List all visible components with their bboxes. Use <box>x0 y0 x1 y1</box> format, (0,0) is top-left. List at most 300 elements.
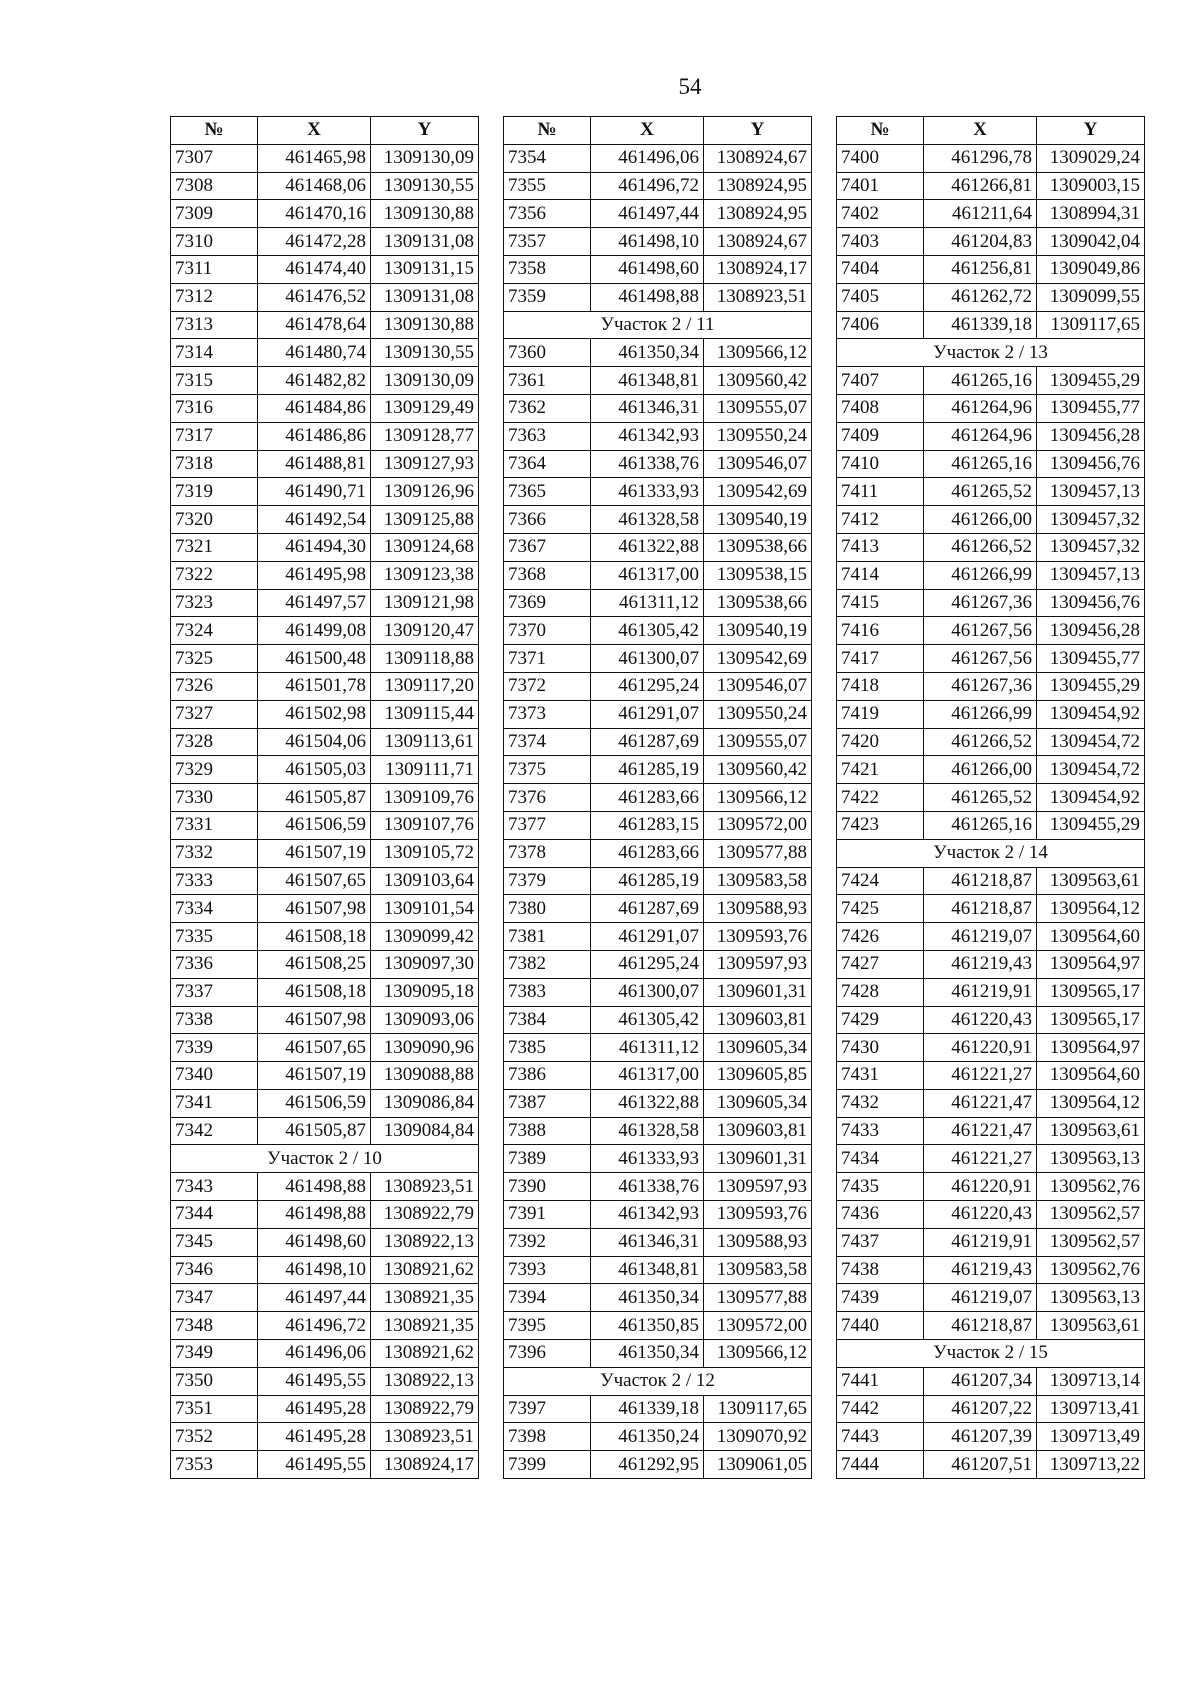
point-number: 7430 <box>837 1034 924 1062</box>
table-row <box>837 1034 1145 1062</box>
table-row <box>171 589 479 617</box>
table-row <box>504 950 812 978</box>
y-coordinate: 1309564,97 <box>1037 1034 1145 1062</box>
section-row <box>504 1367 812 1395</box>
x-coordinate: 461207,51 <box>924 1451 1037 1479</box>
table-row <box>171 1173 479 1201</box>
point-number: 7444 <box>837 1451 924 1479</box>
y-coordinate: 1309713,41 <box>1037 1395 1145 1423</box>
x-coordinate: 461494,30 <box>258 533 371 561</box>
x-coordinate: 461480,74 <box>258 339 371 367</box>
y-coordinate: 1309538,15 <box>704 561 812 589</box>
point-number: 7380 <box>504 895 591 923</box>
x-coordinate: 461495,28 <box>258 1395 371 1423</box>
point-number: 7358 <box>504 255 591 283</box>
table-row <box>837 1173 1145 1201</box>
table-row <box>171 1340 479 1368</box>
table-row <box>171 1034 479 1062</box>
y-coordinate: 1309454,72 <box>1037 756 1145 784</box>
y-coordinate: 1309120,47 <box>371 617 479 645</box>
point-number: 7367 <box>504 533 591 561</box>
table-row <box>504 784 812 812</box>
y-coordinate: 1309101,54 <box>371 895 479 923</box>
point-number: 7337 <box>171 978 258 1006</box>
x-coordinate: 461287,69 <box>591 728 704 756</box>
y-coordinate: 1309084,84 <box>371 1117 479 1145</box>
y-coordinate: 1308924,67 <box>704 144 812 172</box>
coordinates-table-1 <box>170 116 479 1479</box>
section-title: Участок 2 / 12 <box>504 1367 812 1395</box>
x-coordinate: 461507,19 <box>258 1062 371 1090</box>
y-coordinate: 1309455,77 <box>1037 394 1145 422</box>
table-row <box>837 533 1145 561</box>
x-coordinate: 461265,16 <box>924 450 1037 478</box>
x-coordinate: 461219,91 <box>924 978 1037 1006</box>
table-row <box>171 255 479 283</box>
y-coordinate: 1309457,13 <box>1037 478 1145 506</box>
table-row <box>837 728 1145 756</box>
point-number: 7339 <box>171 1034 258 1062</box>
x-coordinate: 461295,24 <box>591 672 704 700</box>
x-coordinate: 461266,00 <box>924 506 1037 534</box>
table-row <box>504 1117 812 1145</box>
point-number: 7354 <box>504 144 591 172</box>
point-number: 7434 <box>837 1145 924 1173</box>
y-coordinate: 1309546,07 <box>704 450 812 478</box>
y-coordinate: 1309562,57 <box>1037 1201 1145 1229</box>
point-number: 7437 <box>837 1228 924 1256</box>
table-row <box>837 1367 1145 1395</box>
table-row <box>837 1145 1145 1173</box>
point-number: 7442 <box>837 1395 924 1423</box>
x-coordinate: 461505,87 <box>258 1117 371 1145</box>
table-row <box>837 1423 1145 1451</box>
y-coordinate: 1308922,13 <box>371 1367 479 1395</box>
y-coordinate: 1309563,13 <box>1037 1284 1145 1312</box>
point-number: 7396 <box>504 1340 591 1368</box>
y-coordinate: 1309456,76 <box>1037 589 1145 617</box>
table-row <box>837 450 1145 478</box>
y-coordinate: 1309562,57 <box>1037 1228 1145 1256</box>
header-x: X <box>258 117 371 145</box>
x-coordinate: 461338,76 <box>591 1173 704 1201</box>
table-row <box>837 1284 1145 1312</box>
header-x: X <box>591 117 704 145</box>
x-coordinate: 461219,91 <box>924 1228 1037 1256</box>
y-coordinate: 1308922,13 <box>371 1228 479 1256</box>
x-coordinate: 461472,28 <box>258 228 371 256</box>
point-number: 7346 <box>171 1256 258 1284</box>
x-coordinate: 461220,91 <box>924 1173 1037 1201</box>
point-number: 7383 <box>504 978 591 1006</box>
table-row <box>171 617 479 645</box>
point-number: 7344 <box>171 1201 258 1229</box>
y-coordinate: 1309130,88 <box>371 311 479 339</box>
x-coordinate: 461265,52 <box>924 784 1037 812</box>
table-row <box>504 1062 812 1090</box>
point-number: 7328 <box>171 728 258 756</box>
point-number: 7312 <box>171 283 258 311</box>
x-coordinate: 461505,87 <box>258 784 371 812</box>
x-coordinate: 461346,31 <box>591 394 704 422</box>
point-number: 7372 <box>504 672 591 700</box>
point-number: 7314 <box>171 339 258 367</box>
table-row <box>504 756 812 784</box>
point-number: 7321 <box>171 533 258 561</box>
point-number: 7423 <box>837 811 924 839</box>
table-row <box>171 367 479 395</box>
coordinates-table-2 <box>503 116 812 1479</box>
y-coordinate: 1309117,20 <box>371 672 479 700</box>
table-row <box>837 672 1145 700</box>
x-coordinate: 461264,96 <box>924 394 1037 422</box>
x-coordinate: 461468,06 <box>258 172 371 200</box>
y-coordinate: 1309565,17 <box>1037 978 1145 1006</box>
section-title: Участок 2 / 14 <box>837 839 1145 867</box>
x-coordinate: 461220,43 <box>924 1006 1037 1034</box>
y-coordinate: 1308924,67 <box>704 228 812 256</box>
y-coordinate: 1309129,49 <box>371 394 479 422</box>
table-row <box>504 867 812 895</box>
table-row <box>504 589 812 617</box>
y-coordinate: 1309029,24 <box>1037 144 1145 172</box>
point-number: 7365 <box>504 478 591 506</box>
x-coordinate: 461505,03 <box>258 756 371 784</box>
x-coordinate: 461490,71 <box>258 478 371 506</box>
x-coordinate: 461295,24 <box>591 950 704 978</box>
table-row <box>504 228 812 256</box>
point-number: 7366 <box>504 506 591 534</box>
y-coordinate: 1309563,61 <box>1037 867 1145 895</box>
x-coordinate: 461220,91 <box>924 1034 1037 1062</box>
point-number: 7438 <box>837 1256 924 1284</box>
x-coordinate: 461283,66 <box>591 784 704 812</box>
y-coordinate: 1309131,08 <box>371 228 479 256</box>
point-number: 7415 <box>837 589 924 617</box>
table-row <box>171 1395 479 1423</box>
y-coordinate: 1309538,66 <box>704 533 812 561</box>
x-coordinate: 461350,85 <box>591 1312 704 1340</box>
point-number: 7377 <box>504 811 591 839</box>
table-row <box>171 172 479 200</box>
y-coordinate: 1309042,04 <box>1037 228 1145 256</box>
y-coordinate: 1309107,76 <box>371 811 479 839</box>
table-row <box>837 867 1145 895</box>
point-number: 7376 <box>504 784 591 812</box>
point-number: 7410 <box>837 450 924 478</box>
x-coordinate: 461300,07 <box>591 645 704 673</box>
table-row <box>504 978 812 1006</box>
y-coordinate: 1309563,13 <box>1037 1145 1145 1173</box>
point-number: 7330 <box>171 784 258 812</box>
x-coordinate: 461219,43 <box>924 950 1037 978</box>
x-coordinate: 461211,64 <box>924 200 1037 228</box>
y-coordinate: 1309564,60 <box>1037 923 1145 951</box>
point-number: 7324 <box>171 617 258 645</box>
point-number: 7343 <box>171 1173 258 1201</box>
point-number: 7325 <box>171 645 258 673</box>
y-coordinate: 1309562,76 <box>1037 1256 1145 1284</box>
point-number: 7439 <box>837 1284 924 1312</box>
point-number: 7412 <box>837 506 924 534</box>
point-number: 7362 <box>504 394 591 422</box>
y-coordinate: 1309555,07 <box>704 394 812 422</box>
point-number: 7322 <box>171 561 258 589</box>
table-row <box>837 1006 1145 1034</box>
point-number: 7422 <box>837 784 924 812</box>
header-x: X <box>924 117 1037 145</box>
x-coordinate: 461291,07 <box>591 923 704 951</box>
header-number: № <box>837 117 924 145</box>
table-row <box>837 784 1145 812</box>
y-coordinate: 1309603,81 <box>704 1117 812 1145</box>
y-coordinate: 1309566,12 <box>704 1340 812 1368</box>
x-coordinate: 461283,66 <box>591 839 704 867</box>
y-coordinate: 1309130,88 <box>371 200 479 228</box>
x-coordinate: 461322,88 <box>591 1089 704 1117</box>
point-number: 7318 <box>171 450 258 478</box>
x-coordinate: 461338,76 <box>591 450 704 478</box>
y-coordinate: 1309070,92 <box>704 1423 812 1451</box>
header-y: Y <box>704 117 812 145</box>
table-row <box>171 895 479 923</box>
y-coordinate: 1309454,72 <box>1037 728 1145 756</box>
point-number: 7381 <box>504 923 591 951</box>
x-coordinate: 461264,96 <box>924 422 1037 450</box>
section-title: Участок 2 / 15 <box>837 1340 1145 1368</box>
point-number: 7432 <box>837 1089 924 1117</box>
table-row <box>171 1228 479 1256</box>
x-coordinate: 461219,07 <box>924 1284 1037 1312</box>
x-coordinate: 461476,52 <box>258 283 371 311</box>
header-number: № <box>504 117 591 145</box>
point-number: 7348 <box>171 1312 258 1340</box>
x-coordinate: 461339,18 <box>591 1395 704 1423</box>
point-number: 7397 <box>504 1395 591 1423</box>
y-coordinate: 1309130,55 <box>371 339 479 367</box>
point-number: 7400 <box>837 144 924 172</box>
point-number: 7428 <box>837 978 924 1006</box>
table-row <box>171 1256 479 1284</box>
table-row <box>504 339 812 367</box>
x-coordinate: 461267,36 <box>924 589 1037 617</box>
y-coordinate: 1309457,32 <box>1037 533 1145 561</box>
table-row <box>171 728 479 756</box>
y-coordinate: 1309003,15 <box>1037 172 1145 200</box>
x-coordinate: 461350,34 <box>591 339 704 367</box>
table-row <box>504 144 812 172</box>
point-number: 7398 <box>504 1423 591 1451</box>
y-coordinate: 1308921,35 <box>371 1312 479 1340</box>
table-row <box>504 672 812 700</box>
y-coordinate: 1308921,35 <box>371 1284 479 1312</box>
x-coordinate: 461207,22 <box>924 1395 1037 1423</box>
point-number: 7378 <box>504 839 591 867</box>
section-row <box>171 1145 479 1173</box>
point-number: 7443 <box>837 1423 924 1451</box>
point-number: 7382 <box>504 950 591 978</box>
x-coordinate: 461507,98 <box>258 1006 371 1034</box>
y-coordinate: 1309128,77 <box>371 422 479 450</box>
x-coordinate: 461266,99 <box>924 561 1037 589</box>
x-coordinate: 461296,78 <box>924 144 1037 172</box>
y-coordinate: 1309121,98 <box>371 589 479 617</box>
y-coordinate: 1309105,72 <box>371 839 479 867</box>
table-row <box>837 478 1145 506</box>
point-number: 7320 <box>171 506 258 534</box>
x-coordinate: 461221,27 <box>924 1062 1037 1090</box>
point-number: 7395 <box>504 1312 591 1340</box>
point-number: 7414 <box>837 561 924 589</box>
point-number: 7406 <box>837 311 924 339</box>
y-coordinate: 1309457,13 <box>1037 561 1145 589</box>
table-row <box>504 700 812 728</box>
y-coordinate: 1309565,17 <box>1037 1006 1145 1034</box>
table-row <box>171 645 479 673</box>
y-coordinate: 1309564,12 <box>1037 895 1145 923</box>
point-number: 7426 <box>837 923 924 951</box>
x-coordinate: 461497,44 <box>258 1284 371 1312</box>
x-coordinate: 461218,87 <box>924 895 1037 923</box>
point-number: 7353 <box>171 1451 258 1479</box>
y-coordinate: 1309593,76 <box>704 1201 812 1229</box>
point-number: 7418 <box>837 672 924 700</box>
table-row <box>171 228 479 256</box>
y-coordinate: 1308924,17 <box>704 255 812 283</box>
table-row <box>504 1089 812 1117</box>
y-coordinate: 1309566,12 <box>704 784 812 812</box>
x-coordinate: 461285,19 <box>591 867 704 895</box>
x-coordinate: 461506,59 <box>258 811 371 839</box>
x-coordinate: 461328,58 <box>591 1117 704 1145</box>
table-row <box>171 533 479 561</box>
x-coordinate: 461287,69 <box>591 895 704 923</box>
table-row <box>837 255 1145 283</box>
table-row <box>837 756 1145 784</box>
y-coordinate: 1309601,31 <box>704 1145 812 1173</box>
point-number: 7392 <box>504 1228 591 1256</box>
table-row <box>837 394 1145 422</box>
table-row <box>171 1062 479 1090</box>
y-coordinate: 1309572,00 <box>704 811 812 839</box>
x-coordinate: 461311,12 <box>591 1034 704 1062</box>
x-coordinate: 461292,95 <box>591 1451 704 1479</box>
y-coordinate: 1309542,69 <box>704 478 812 506</box>
point-number: 7364 <box>504 450 591 478</box>
y-coordinate: 1309455,77 <box>1037 645 1145 673</box>
point-number: 7402 <box>837 200 924 228</box>
y-coordinate: 1309061,05 <box>704 1451 812 1479</box>
section-row <box>837 1340 1145 1368</box>
table-row <box>504 283 812 311</box>
x-coordinate: 461348,81 <box>591 367 704 395</box>
x-coordinate: 461484,86 <box>258 394 371 422</box>
x-coordinate: 461496,06 <box>591 144 704 172</box>
x-coordinate: 461317,00 <box>591 1062 704 1090</box>
point-number: 7387 <box>504 1089 591 1117</box>
y-coordinate: 1309456,28 <box>1037 422 1145 450</box>
point-number: 7356 <box>504 200 591 228</box>
section-title: Участок 2 / 13 <box>837 339 1145 367</box>
table-row <box>171 756 479 784</box>
y-coordinate: 1309099,42 <box>371 923 479 951</box>
x-coordinate: 461507,98 <box>258 895 371 923</box>
y-coordinate: 1309111,71 <box>371 756 479 784</box>
x-coordinate: 461204,83 <box>924 228 1037 256</box>
table-row <box>504 394 812 422</box>
table-row <box>837 950 1145 978</box>
y-coordinate: 1309130,55 <box>371 172 479 200</box>
y-coordinate: 1309131,15 <box>371 255 479 283</box>
y-coordinate: 1309455,29 <box>1037 811 1145 839</box>
x-coordinate: 461291,07 <box>591 700 704 728</box>
y-coordinate: 1309605,34 <box>704 1089 812 1117</box>
point-number: 7352 <box>171 1423 258 1451</box>
table-row <box>171 339 479 367</box>
x-coordinate: 461218,87 <box>924 867 1037 895</box>
x-coordinate: 461350,34 <box>591 1284 704 1312</box>
table-row <box>171 506 479 534</box>
point-number: 7317 <box>171 422 258 450</box>
table-row <box>504 1423 812 1451</box>
x-coordinate: 461328,58 <box>591 506 704 534</box>
table-row <box>504 533 812 561</box>
point-number: 7340 <box>171 1062 258 1090</box>
y-coordinate: 1309605,34 <box>704 1034 812 1062</box>
table-row <box>504 645 812 673</box>
table-row <box>171 978 479 1006</box>
point-number: 7313 <box>171 311 258 339</box>
x-coordinate: 461497,57 <box>258 589 371 617</box>
table-row <box>837 1395 1145 1423</box>
header-y: Y <box>1037 117 1145 145</box>
x-coordinate: 461498,60 <box>591 255 704 283</box>
x-coordinate: 461221,47 <box>924 1089 1037 1117</box>
y-coordinate: 1309115,44 <box>371 700 479 728</box>
x-coordinate: 461495,55 <box>258 1451 371 1479</box>
y-coordinate: 1308923,51 <box>704 283 812 311</box>
point-number: 7329 <box>171 756 258 784</box>
table-row <box>837 700 1145 728</box>
table-row <box>504 895 812 923</box>
table-row <box>171 1312 479 1340</box>
x-coordinate: 461350,24 <box>591 1423 704 1451</box>
x-coordinate: 461496,06 <box>258 1340 371 1368</box>
point-number: 7351 <box>171 1395 258 1423</box>
table-row <box>837 617 1145 645</box>
table-row <box>504 1256 812 1284</box>
table-row <box>504 1173 812 1201</box>
point-number: 7310 <box>171 228 258 256</box>
point-number: 7357 <box>504 228 591 256</box>
x-coordinate: 461305,42 <box>591 1006 704 1034</box>
y-coordinate: 1309588,93 <box>704 1228 812 1256</box>
x-coordinate: 461219,43 <box>924 1256 1037 1284</box>
table-row <box>837 367 1145 395</box>
x-coordinate: 461495,28 <box>258 1423 371 1451</box>
point-number: 7420 <box>837 728 924 756</box>
point-number: 7391 <box>504 1201 591 1229</box>
x-coordinate: 461285,19 <box>591 756 704 784</box>
x-coordinate: 461470,16 <box>258 200 371 228</box>
x-coordinate: 461506,59 <box>258 1089 371 1117</box>
point-number: 7332 <box>171 839 258 867</box>
table-row <box>837 811 1145 839</box>
point-number: 7441 <box>837 1367 924 1395</box>
table-row <box>171 1089 479 1117</box>
point-number: 7342 <box>171 1117 258 1145</box>
x-coordinate: 461504,06 <box>258 728 371 756</box>
